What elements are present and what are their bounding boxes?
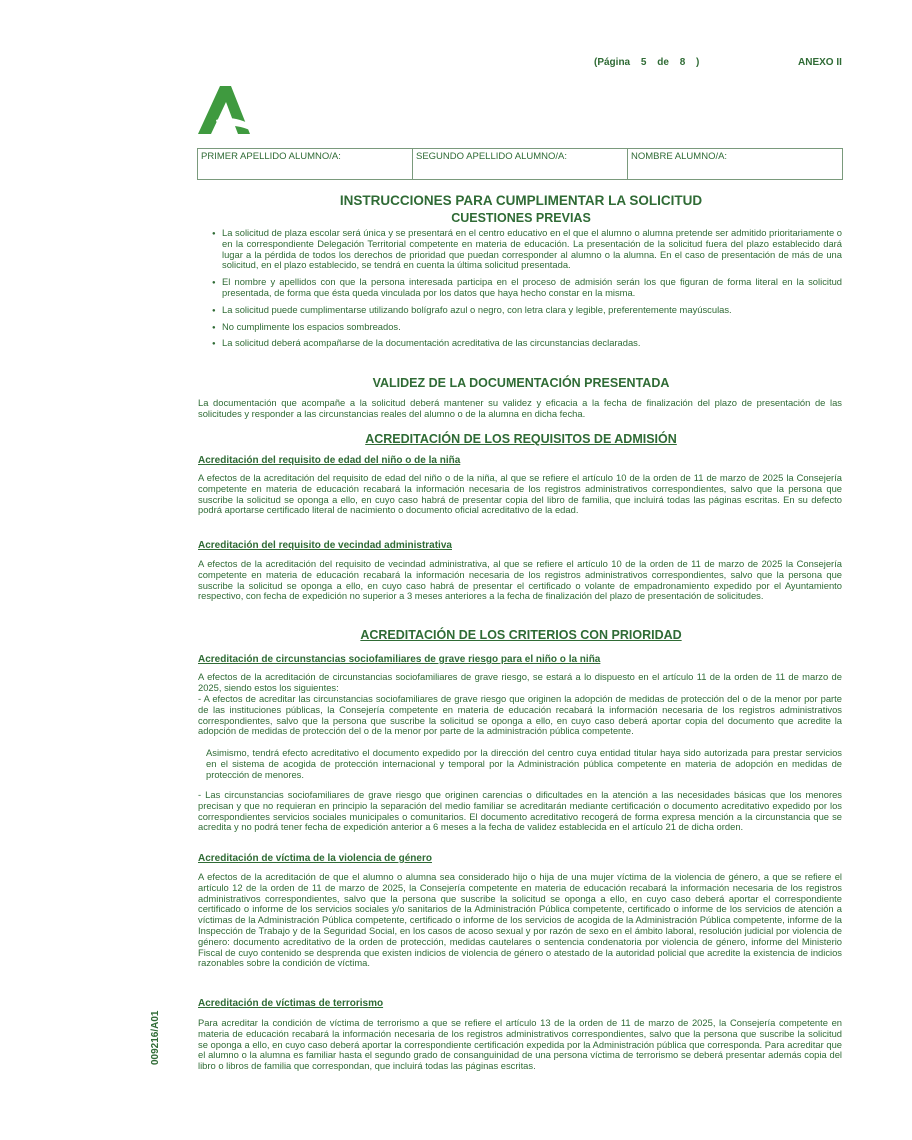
residence-text: A efectos de la acreditación del requisito de vecindad administrativa, al que se refiere el artículo 10 de la orden de 11 de marzo de 2025 la Consejería competente en materia de educación recabará la información necesaria de los registros administrativos correspondientes, salvo que la persona que suscribe la solicitud se oponga a ello, en cuyo caso habrá de presentar el certificado o volante de empadronamiento expedido por el Ayuntamiento respectivo, con fecha de expedición no superior a 3 meses anteriores a la fecha de finalización del plazo de presentación de solicitudes. bbox=[198, 558, 842, 602]
student-name-table bbox=[197, 148, 843, 180]
risk-title: Acreditación de circunstancias sociofamiliares de grave riesgo para el niño o la niña bbox=[198, 654, 601, 665]
list-item: ● La solicitud de plaza escolar será única y se presentará en el centro educativo en el que el alumno o alumna pretende ser admitido prioritariamente o en la correspondiente Delegación Territorial competente en materia de educación. La presentación de la solicitud fuera del plazo establecido dará lugar a la pérdida de todos los derechos de prioridad que puedan corresponder al alumno o la alumna. En el caso de presentación de más de una solicitud, en el plazo establecido, se tendrá en cuenta la última solicitud presentada. bbox=[212, 228, 842, 271]
requirements-title: ACREDITACIÓN DE LOS REQUISITOS DE ADMISIÓN bbox=[365, 432, 677, 446]
annex-label: ANEXO II bbox=[798, 57, 842, 68]
age-text: A efectos de la acreditación del requisito de edad del niño o de la niña, al que se refiere el artículo 10 de la orden de 11 de marzo de 2025 la Consejería competente en materia de educación recabará la información necesaria de los registros administrativos correspondientes, salvo que la persona que suscribe la solicitud se oponga a ello, en cuyo caso habrá de presentar copia del libro de familia, que incluirá todas las páginas escritas. En su defecto podrá aportarse certificado literal de nacimiento o documento oficial acreditativo de la edad. bbox=[198, 472, 842, 516]
main-title: INSTRUCCIONES PARA CUMPLIMENTAR LA SOLICITUD bbox=[339, 193, 703, 208]
risk-item1b: Asimismo, tendrá efecto acreditativo el documento expedido por la dirección del centro cuya entidad titular haya sido autorizada para prestar servicios en el sistema de acogida de protección internacional y temporal por la Administración pública competente en materia de adopción en medidas de protección de menores. bbox=[206, 747, 842, 780]
residence-title: Acreditación del requisito de vecindad administrativa bbox=[198, 540, 452, 551]
page-open: (Página bbox=[594, 57, 631, 68]
terror-text: Para acreditar la condición de víctima de terrorismo a que se refiere el artículo 13 de la orden de 11 de marzo de 2025, la Consejería competente en materia de educación recabará la información necesaria de los registros administrativos correspondientes, salvo que la persona que suscribe la solicitud se oponga a ello, en cuyo caso deberá aportar la correspondiente certificación expedida por la Administración pública que corresponda. Para acreditar que el alumno o la alumna es familiar hasta el segundo grado de consanguinidad de una persona víctima de terrorismo se deberá presentar además copia del libro o libros de familia que correspondan, que incluirá todas las páginas escritas. bbox=[198, 1017, 842, 1072]
risk-intro: A efectos de la acreditación de circunstancias sociofamiliares de grave riesgo, se estará a lo dispuesto en el artículo 11 de la orden de 11 de marzo de 2025, siendo estos los siguientes: bbox=[198, 671, 842, 693]
page-de: de bbox=[657, 57, 669, 68]
age-title: Acreditación del requisito de edad del niño o de la niña bbox=[198, 455, 461, 466]
page-number bbox=[594, 57, 707, 68]
list-item: ● La solicitud deberá acompañarse de la documentación acreditativa de las circunstancias declaradas. bbox=[212, 338, 842, 349]
second-surname-field[interactable]: SEGUNDO APELLIDO ALUMNO/A: bbox=[413, 149, 628, 179]
first-surname-field[interactable]: PRIMER APELLIDO ALUMNO/A: bbox=[198, 149, 413, 179]
preliminary-title: CUESTIONES PREVIAS bbox=[451, 211, 591, 225]
page-close: ) bbox=[696, 57, 700, 68]
form-code: 009216/A01 bbox=[150, 1010, 161, 1065]
criteria-title: ACREDITACIÓN DE LOS CRITERIOS CON PRIORIDAD bbox=[360, 628, 682, 642]
list-item: ● La solicitud puede cumplimentarse utilizando bolígrafo azul o negro, con letra clara y legible, preferentemente mayúsculas. bbox=[212, 305, 842, 316]
junta-andalucia-logo-icon bbox=[198, 84, 256, 136]
risk-item2: - Las circunstancias sociofamiliares de grave riesgo que originen carencias o dificultades en la atención a las necesidades básicas que los menores precisan y que no requieran en principio la separación del medio familiar se acreditarán mediante certificación o documento acreditativo expedido por los correspondientes servicios sociales municipales o comunitarios. El documento acreditativo recogerá de forma expresa mención a la circunstancia que se acredita y no podrá tener fecha de expedición anterior a 6 meses a la fecha de validez establecida en el artículo 21 de dicha orden. bbox=[198, 789, 842, 833]
name-field[interactable]: NOMBRE ALUMNO/A: bbox=[631, 151, 728, 162]
validity-title: VALIDEZ DE LA DOCUMENTACIÓN PRESENTADA bbox=[372, 376, 670, 390]
list-item: ● No cumplimente los espacios sombreados. bbox=[212, 322, 842, 333]
preliminary-list bbox=[212, 228, 842, 355]
gender-text: A efectos de la acreditación de que el alumno o alumna sea considerado hijo o hija de una mujer víctima de la violencia de género, a que se refiere el artículo 12 de la orden de 11 de marzo de 2025, la Consejería competente en materia de educación recabará la información necesaria de los registros administrativos correspondientes, salvo que la persona que suscribe la solicitud se oponga a ello, en cuyo caso deberá aportar el correspondiente certificado o informe de los servicios sociales y/o sanitarios de la Administración Pública competente, certificado o informe de los servicios de atención a víctimas de la Administración Pública competente, certificado o informe de los servicios de acogida de la Administración Pública competente, informe de la Inspección de Trabajo y de la Seguridad Social, en los casos de acoso sexual y por razón de sexo en el ámbito laboral, resolución judicial por violencia de género: documento acreditativo de la orden de protección, medidas cautelares o sentencia condenatoria por violencia de género, informe del Ministerio Fiscal de cuyo contenido se desprenda que existen indicios de violencia de género o atestado de la autoridad policial que acredite la existencia de indicios razonables sobre la condición de víctima. bbox=[198, 871, 842, 969]
validity-text: La documentación que acompañe a la solicitud deberá mantener su validez y eficacia a la fecha de finalización del plazo de presentación de las solicitudes y responder a las circunstancias reales del alumno o de la alumna en dicha fecha. bbox=[198, 397, 842, 419]
gender-title: Acreditación de víctima de la violencia de género bbox=[198, 853, 432, 864]
risk-item1: - A efectos de acreditar las circunstancias sociofamiliares de grave riesgo que originen la adopción de medidas de protección del o de la menor por parte de las instituciones públicas, la Consejería competente en materia de educación recabará la información necesaria de los registros administrativos correspondientes, salvo que la persona que suscribe la solicitud se oponga a ello, en cuyo caso deberá aportar copia del documento que acredite la adopción de medidas de protección del o de la menor por parte de la administración pública competente. bbox=[198, 693, 842, 737]
page-current: 5 bbox=[640, 57, 647, 68]
page-total: 8 bbox=[679, 57, 686, 68]
list-item: ● El nombre y apellidos con que la persona interesada participa en el proceso de admisión serán los que figuran de forma literal en la solicitud presentada, de forma que ésta queda vinculada por los datos que haya hecho constar en la misma. bbox=[212, 277, 842, 299]
terror-title: Acreditación de víctimas de terrorismo bbox=[198, 998, 384, 1009]
